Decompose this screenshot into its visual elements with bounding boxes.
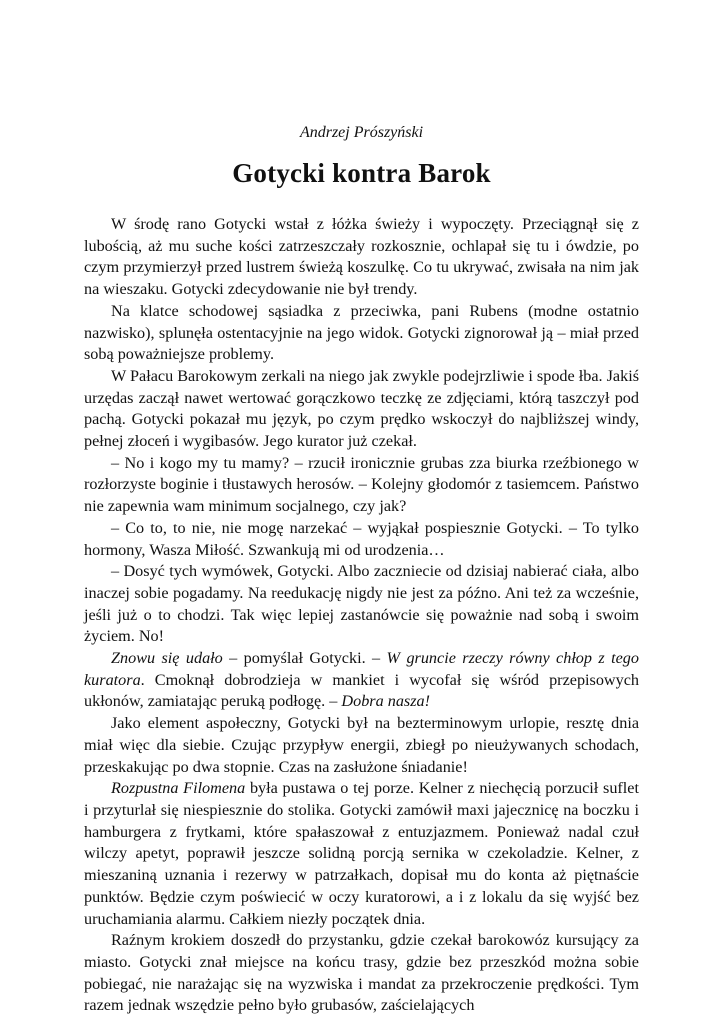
paragraph [84,778,639,930]
document-page [84,0,639,1017]
text-run: . Cmoknął dobrodzieja w mankiet i wycofał się wśród przepisowych ukłonów, zamiatając peruką podłogę. – [84,670,639,711]
paragraph [84,453,639,518]
text-run: Na klatce schodowej sąsiadka z przeciwka, pani Rubens (modne ostatnio nazwisko), splunęła ostentacyjnie na jego widok. Gotycki zignorował ją – miał przed sobą poważniejsze problemy. [84,301,639,364]
text-run: Raźnym krokiem doszedł do przystanku, gdzie czekał barokowóz kursujący za miasto. Gotycki znał miejsce na końcu trasy, gdzie bez przeszkód można sobie pobiegać, nie narażając się na wyzwiska i mandat za przekroczenie prędkości. Tym razem jednak wszędzie pełno było grubasów, zaścielających [84,931,639,1015]
italic-text: Znowu się udało [111,649,223,668]
paragraph [84,648,639,713]
italic-text: W gruncie rzeczy równy chłop z tego kuratora [84,649,639,689]
paragraph [84,561,639,648]
text-run: Jako element aspołeczny, Gotycki był na bezterminowym urlopie, resztę dnia miał więc dla siebie. Czując przypływ energii, zbiegł po nieużywanych schodach, przeskakując po dwa stopnie. Czas na zasłużone śniadanie! [84,714,639,776]
italic-text: Dobra nasza! [341,692,431,711]
text-run: – Co to, to nie, nie mogę narzekać – wyjąkał pospiesznie Gotycki. – To tylko hormony, Wasza Miłość. Szwankują mi od urodzenia… [84,518,639,559]
text-run: W Pałacu Barokowym zerkali na niego jak zwykle podejrzliwie i spode łba. Jakiś urzędas zaczął nawet wertować gorączkowo teczkę ze zdjęciami, którą taszczył pod pachą. Gotycki pokazał mu język, po czym prędko wskoczył do najbliższej windy, pełnej złoceń i wygibasów. Jego kurator już czekał. [84,366,639,451]
text-run: – No i kogo my tu mamy? – rzucił ironicznie grubas zza biurka rzeźbionego w rozłorzyste boginie i tłustawych herosów. – Kolejny głodomór z tasiemcem. Państwo nie zapewnia wam minimum socjalnego, czy jak? [84,453,639,516]
paragraph [84,366,639,453]
paragraph [84,214,639,301]
paragraph [84,518,639,561]
paragraph [84,713,639,778]
author-name: Andrzej Prószyński [299,124,424,141]
text-run: – Dosyć tych wymówek, Gotycki. Albo zaczniecie od dzisiaj nabierać ciała, albo inaczej sobie pogadamy. Na reedukację nigdy nie jest za późno. Ani też za wcześnie, jeśli już o to chodzi. Tak więc lepiej zastanówcie się poważnie nad sobą i swoim życiem. No! [84,562,639,646]
italic-text: Rozpustna Filomena [111,779,246,798]
paragraph [84,301,639,366]
story-title: Gotycki kontra Barok [232,158,491,188]
text-run: – pomyślał Gotycki. – [222,649,387,668]
text-run: była pustawa o tej porze. Kelner z niechęcią porzucił suflet i przyturlał się niespiesznie do stolika. Gotycki zamówił maxi jajecznicę na boczku i hamburgera z frytkami, które spałaszował z entuzjazmem. Ponieważ nadal czuł wilczy apetyt, poprawił jeszcze solidną porcją sernika w czekoladzie. Kelner, z mieszaniną uznania i rezerwy w patrzałkach, dopisał mu do konta aż piętnaście punktów. Będzie czym poświecić w oczy kuratorowi, a i z lokalu da się wyjść bez uruchamiania alarmu. Całkiem niezły początek dnia. [84,779,639,928]
story-body [84,214,639,1017]
paragraph [84,930,639,1017]
text-run: W środę rano Gotycki wstał z łóżka świeży i wypoczęty. Przeciągnął się z lubością, aż mu suche kości zatrzeszczały rozkosznie, ochlapał się tu i ówdzie, po czym przymierzył przed lustrem świeżą koszulkę. Co tu ukrywać, zwisała na nim jak na wieszaku. Gotycki zdecydowanie nie był trendy. [84,215,639,299]
